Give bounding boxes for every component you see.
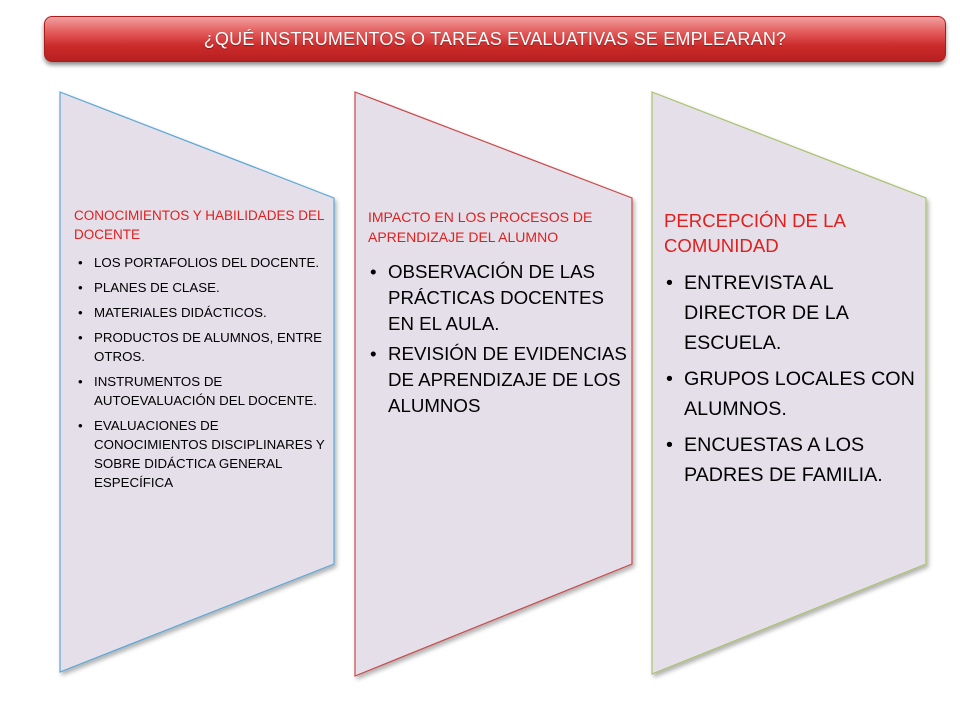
bullet-icon: • — [78, 255, 83, 270]
column-2-heading: IMPACTO EN LOS PROCESOS DE APRENDIZAJE DEL ALUMNO — [368, 209, 593, 245]
list-item: • MATERIALES DIDÁCTICOS. — [78, 305, 267, 320]
list-item: • PRODUCTOS DE ALUMNOS, ENTRE OTROS. — [78, 330, 323, 364]
list-item: • ENTREVISTA AL DIRECTOR DE LA ESCUELA. — [664, 268, 926, 358]
bullet-icon: • — [78, 305, 83, 320]
bullet-icon: • — [666, 434, 673, 456]
list-item: • OBSERVACIÓN DE LAS PRÁCTICAS DOCENTES EN EL AULA. — [370, 261, 604, 334]
list-item: • GRUPOS LOCALES CON ALUMNOS. — [664, 364, 926, 424]
bullet-icon: • — [78, 374, 83, 389]
slide-title: ¿QUÉ INSTRUMENTOS O TAREAS EVALUATIVAS SE EMPLEARAN? — [203, 28, 787, 49]
list-item: • EVALUACIONES DE CONOCIMIENTOS DISCIPLINARES Y SOBRE DIDÁCTICA GENERAL ESPECÍFICA — [78, 418, 325, 490]
list-item: • REVISIÓN DE EVIDENCIAS DE APRENDIZAJE DE LOS ALUMNOS — [370, 343, 627, 416]
column-1 — [74, 206, 328, 498]
bullet-icon: • — [78, 280, 83, 295]
column-2 — [368, 208, 630, 423]
column-2-list — [368, 259, 630, 419]
bullet-icon: • — [78, 330, 83, 345]
column-3-heading: PERCEPCIÓN DE LA COMUNIDAD — [664, 210, 845, 256]
bullet-icon: • — [78, 418, 83, 433]
bullet-icon: • — [666, 368, 673, 390]
bullet-icon: • — [370, 261, 377, 282]
list-item: • INSTRUMENTOS DE AUTOEVALUACIÓN DEL DOCENTE. — [78, 374, 317, 408]
bullet-icon: • — [370, 343, 377, 364]
list-item: • LOS PORTAFOLIOS DEL DOCENTE. — [78, 255, 320, 270]
column-3 — [664, 208, 926, 496]
list-item: • PLANES DE CLASE. — [78, 280, 220, 295]
column-1-list — [74, 253, 328, 492]
column-3-list — [664, 268, 926, 490]
bullet-icon: • — [666, 272, 673, 294]
list-item: • ENCUESTAS A LOS PADRES DE FAMILIA. — [664, 430, 926, 490]
column-1-heading: CONOCIMIENTOS Y HABILIDADES DEL DOCENTE — [74, 208, 325, 242]
